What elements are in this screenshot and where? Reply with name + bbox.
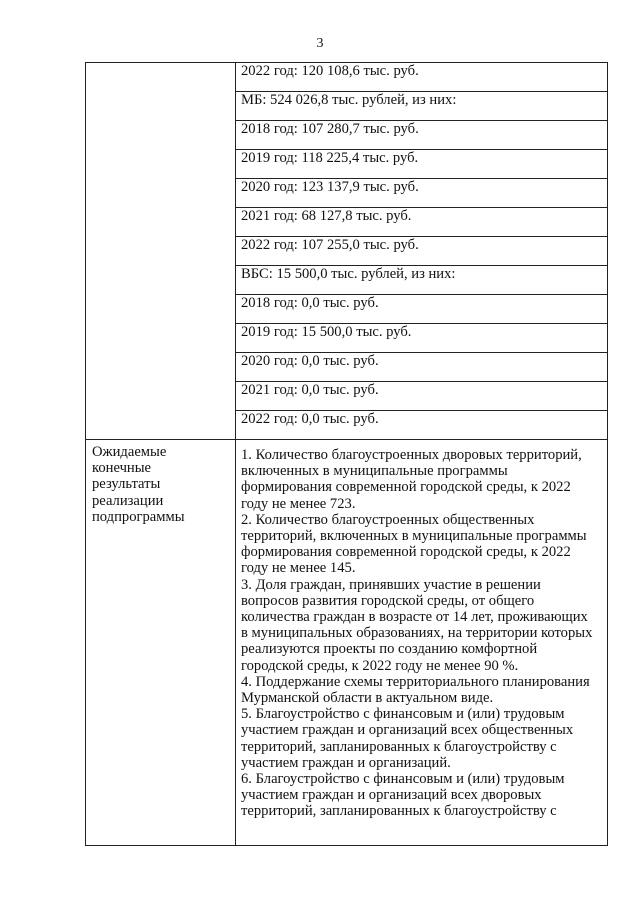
table-row [86, 440, 608, 846]
results-cell [236, 440, 608, 846]
financing-row: 2018 год: 0,0 тыс. руб. [236, 295, 608, 324]
financing-row: 2021 год: 0,0 тыс. руб. [236, 382, 608, 411]
result-line: территорий, запланированных к благоустройству с [241, 803, 557, 820]
result-line: 3. Доля граждан, принявших участие в решении [241, 576, 541, 593]
financing-row: МБ: 524 026,8 тыс. рублей, из них: [236, 92, 608, 121]
result-line: 2. Количество благоустроенных общественных [241, 511, 535, 528]
passport-table [85, 62, 608, 846]
result-line: вопросов развития городской среды, от общего [241, 592, 535, 609]
result-line: количества граждан в возрасте от 14 лет, проживающих [241, 609, 588, 626]
result-line: 4. Поддержание схемы территориального планирования [241, 673, 590, 690]
result-line: 5. Благоустройство с финансовым и (или) трудовым [241, 706, 565, 723]
results-label-line: конечные [92, 460, 152, 477]
financing-row: 2021 год: 68 127,8 тыс. руб. [236, 208, 608, 237]
financing-row: 2020 год: 123 137,9 тыс. руб. [236, 179, 608, 208]
result-line: году не менее 145. [241, 560, 356, 577]
result-line: реализуются проекты по созданию комфортной [241, 641, 538, 658]
results-label-line: подпрограммы [92, 508, 185, 525]
result-line: территорий, включенных в муниципальные программы [241, 528, 587, 545]
financing-row: 2019 год: 15 500,0 тыс. руб. [236, 324, 608, 353]
result-line: включенных в муниципальные программы [241, 463, 508, 480]
results-label-line: результаты [92, 476, 161, 493]
passport-table-body [86, 63, 608, 846]
result-line: формирования современной городской среды, к 2022 [241, 479, 571, 496]
financing-row: 2022 год: 120 108,6 тыс. руб. [236, 63, 608, 92]
result-line: территорий, запланированных к благоустройству с [241, 738, 557, 755]
financing-row: 2019 год: 118 225,4 тыс. руб. [236, 150, 608, 179]
results-label-line: Ожидаемые [92, 444, 167, 460]
result-line: участием граждан и организаций всех общественных [241, 722, 574, 739]
financing-row: 2022 год: 107 255,0 тыс. руб. [236, 237, 608, 266]
result-line: Мурманской области в актуальном виде. [241, 690, 494, 707]
page-number: 3 [316, 36, 324, 51]
table-row [86, 63, 608, 92]
result-line: 1. Количество благоустроенных дворовых территорий, [241, 447, 582, 463]
result-line: участием граждан и организаций. [241, 754, 451, 771]
result-line: городской среды, к 2022 году не менее 90 %. [241, 657, 519, 674]
result-line: 6. Благоустройство с финансовым и (или) трудовым [241, 771, 565, 788]
result-line: в муниципальных образованиях, на территории которых [241, 625, 593, 642]
result-line: формирования современной городской среды, к 2022 [241, 544, 571, 561]
financing-label-cell [86, 63, 236, 440]
financing-row: 2020 год: 0,0 тыс. руб. [236, 353, 608, 382]
result-line: участием граждан и организаций всех дворовых [241, 787, 542, 804]
results-label-cell [86, 440, 236, 846]
results-label-line: реализации [92, 492, 164, 509]
result-line: году не менее 723. [241, 495, 356, 512]
financing-row: 2022 год: 0,0 тыс. руб. [236, 411, 608, 440]
financing-row: ВБС: 15 500,0 тыс. рублей, из них: [236, 266, 608, 295]
financing-row: 2018 год: 107 280,7 тыс. руб. [236, 121, 608, 150]
